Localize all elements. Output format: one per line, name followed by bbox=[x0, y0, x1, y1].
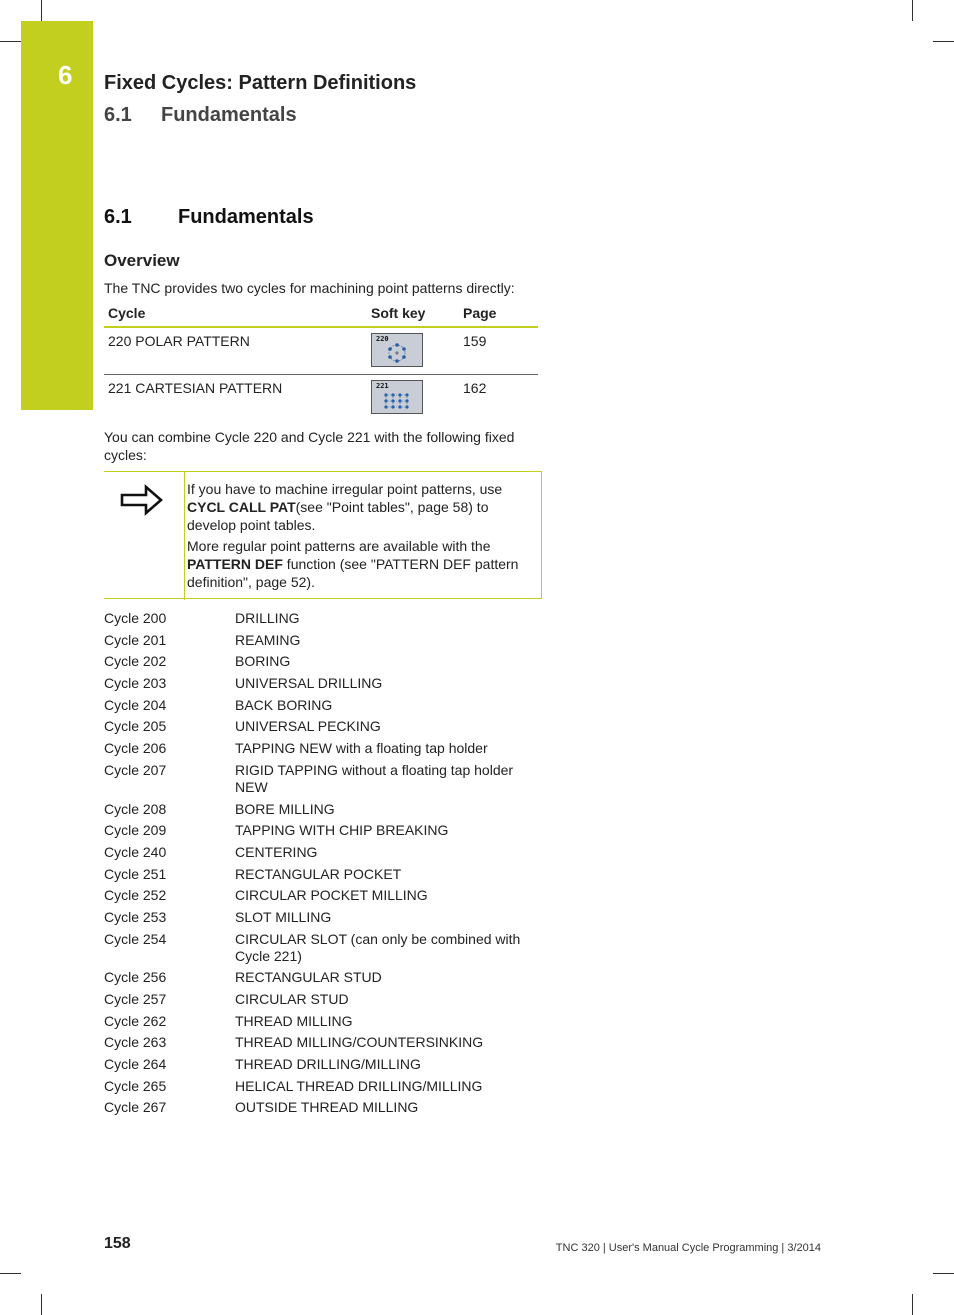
note-box bbox=[104, 471, 542, 599]
footer-text: TNC 320 | User's Manual Cycle Programming | 3/2014 bbox=[555, 1242, 821, 1254]
list-item bbox=[104, 697, 544, 714]
cycle-id: Cycle 262 bbox=[104, 1012, 167, 1029]
list-item bbox=[104, 844, 544, 861]
crop-mark bbox=[0, 41, 21, 42]
cell-page: 159 bbox=[459, 327, 538, 375]
table-header-row bbox=[104, 302, 538, 327]
page-number: 158 bbox=[104, 1235, 131, 1252]
overview-intro: The TNC provides two cycles for machining point patterns directly: bbox=[104, 280, 515, 296]
list-item bbox=[104, 740, 544, 757]
cycle-id: Cycle 267 bbox=[104, 1099, 167, 1116]
note-code: PATTERN DEF bbox=[187, 556, 283, 572]
cycle-name: DRILLING bbox=[235, 610, 300, 626]
cycle-name: THREAD DRILLING/MILLING bbox=[235, 1056, 421, 1073]
header-page: Page bbox=[459, 302, 538, 327]
chapter-subtitle bbox=[104, 104, 297, 127]
list-item bbox=[104, 909, 544, 926]
cycle-id: Cycle 254 bbox=[104, 930, 167, 947]
cycle-name: OUTSIDE THREAD MILLING bbox=[235, 1099, 419, 1116]
cycle-id: Cycle 209 bbox=[104, 822, 167, 839]
cycle-id: Cycle 202 bbox=[104, 653, 167, 670]
cycle-id: Cycle 263 bbox=[104, 1034, 167, 1051]
note-paragraph-1 bbox=[187, 480, 527, 534]
polar-pattern-softkey[interactable] bbox=[371, 333, 423, 367]
chapter-number: 6 bbox=[58, 60, 73, 90]
cycle-name: THREAD MILLING bbox=[235, 1012, 353, 1029]
list-item bbox=[104, 1099, 544, 1116]
softkey-table bbox=[104, 302, 538, 422]
crop-mark bbox=[912, 0, 913, 21]
cycle-id: Cycle 253 bbox=[104, 908, 167, 925]
cycle-id: Cycle 264 bbox=[104, 1056, 167, 1073]
cartesian-pattern-softkey[interactable] bbox=[371, 380, 423, 414]
softkey-label: 221 bbox=[376, 382, 389, 390]
list-item bbox=[104, 1078, 544, 1095]
cycle-name: CENTERING bbox=[235, 843, 318, 860]
cell-page: 162 bbox=[463, 380, 487, 396]
crop-mark bbox=[933, 41, 954, 42]
cycle-name: RECTANGULAR POCKET bbox=[235, 865, 402, 882]
note-paragraph-2 bbox=[187, 537, 527, 591]
cycle-id: Cycle 251 bbox=[104, 865, 167, 882]
cycle-id: Cycle 256 bbox=[104, 969, 167, 986]
crop-mark bbox=[912, 1294, 913, 1315]
crop-mark bbox=[933, 1273, 954, 1274]
note-text: (see "Point tables", page 58) to develop point tables. bbox=[187, 499, 489, 533]
cycle-id: Cycle 201 bbox=[104, 631, 167, 648]
cycle-id: Cycle 203 bbox=[104, 675, 167, 692]
list-item bbox=[104, 1013, 544, 1030]
list-item bbox=[104, 931, 544, 965]
cycle-name: CIRCULAR SLOT (can only be combined with Cycle 221) bbox=[235, 930, 521, 964]
cycle-name: HELICAL THREAD DRILLING/MILLING bbox=[235, 1077, 483, 1094]
cycle-name: UNIVERSAL DRILLING bbox=[235, 675, 383, 692]
cycle-name: THREAD MILLING/COUNTERSINKING bbox=[235, 1034, 484, 1051]
list-item bbox=[104, 632, 544, 649]
cycle-id: Cycle 208 bbox=[104, 800, 167, 817]
list-item bbox=[104, 762, 544, 796]
note-text: More regular point patterns are available with the bbox=[187, 538, 491, 554]
cycle-name: REAMING bbox=[235, 631, 301, 648]
cycle-name: TAPPING NEW with a floating tap holder bbox=[235, 740, 488, 757]
softkey-label: 220 bbox=[376, 335, 389, 343]
section-title bbox=[104, 206, 314, 229]
cycle-id: Cycle 206 bbox=[104, 740, 167, 757]
section-number: 6.1 bbox=[104, 206, 132, 228]
cycle-id: Cycle 205 bbox=[104, 718, 167, 735]
list-item bbox=[104, 866, 544, 883]
combine-text: You can combine Cycle 220 and Cycle 221 with the following fixed cycles: bbox=[104, 429, 515, 463]
note-divider bbox=[184, 472, 185, 600]
list-item bbox=[104, 991, 544, 1008]
cycle-name: CIRCULAR STUD bbox=[235, 991, 349, 1007]
crop-mark bbox=[41, 1294, 42, 1315]
crop-mark bbox=[0, 1273, 21, 1274]
list-item bbox=[104, 1056, 544, 1073]
list-item bbox=[104, 1034, 544, 1051]
note-text: function (see "PATTERN DEF pattern definition", page 52). bbox=[187, 556, 519, 590]
cycle-id: Cycle 257 bbox=[104, 991, 167, 1007]
cell-cycle: 220 POLAR PATTERN bbox=[104, 327, 367, 375]
table-row bbox=[104, 327, 538, 375]
chapter-title: Fixed Cycles: Pattern Definitions bbox=[104, 72, 417, 94]
section-name: Fundamentals bbox=[178, 206, 314, 228]
list-item bbox=[104, 653, 544, 670]
cycle-name: BORING bbox=[235, 653, 291, 670]
cycle-name: RIGID TAPPING without a floating tap holder NEW bbox=[235, 761, 514, 795]
list-item bbox=[104, 822, 544, 839]
cycle-name: SLOT MILLING bbox=[235, 908, 332, 925]
cycle-name: BACK BORING bbox=[235, 696, 333, 713]
cycle-id: Cycle 207 bbox=[104, 761, 167, 778]
header-softkey: Soft key bbox=[367, 302, 459, 327]
list-item bbox=[104, 887, 544, 904]
cycle-name: UNIVERSAL PECKING bbox=[235, 718, 381, 735]
cycle-id: Cycle 204 bbox=[104, 696, 167, 713]
note-code: CYCL CALL PAT bbox=[187, 499, 296, 515]
cycle-name: RECTANGULAR STUD bbox=[235, 969, 382, 986]
cycle-id: Cycle 252 bbox=[104, 887, 167, 904]
polar-pattern-icon bbox=[372, 334, 422, 366]
cartesian-pattern-icon bbox=[372, 381, 422, 413]
list-item bbox=[104, 610, 544, 627]
cycle-name: BORE MILLING bbox=[235, 800, 335, 817]
header-cycle: Cycle bbox=[104, 302, 367, 327]
table-row bbox=[104, 375, 538, 423]
cycle-id: Cycle 240 bbox=[104, 843, 167, 860]
arrow-right-icon bbox=[120, 484, 164, 516]
cell-cycle: 221 CARTESIAN PATTERN bbox=[108, 380, 283, 396]
cycle-name: TAPPING WITH CHIP BREAKING bbox=[235, 822, 449, 839]
list-item bbox=[104, 969, 544, 986]
cycle-id: Cycle 200 bbox=[104, 610, 167, 626]
list-item bbox=[104, 801, 544, 818]
list-item bbox=[104, 718, 544, 735]
overview-heading: Overview bbox=[104, 251, 180, 270]
crop-mark bbox=[41, 0, 42, 21]
cycle-list bbox=[104, 610, 544, 1121]
cycle-id: Cycle 265 bbox=[104, 1077, 167, 1094]
list-item bbox=[104, 675, 544, 692]
cycle-name: CIRCULAR POCKET MILLING bbox=[235, 887, 428, 904]
note-text: If you have to machine irregular point patterns, use bbox=[187, 481, 503, 497]
chapter-sub-number: 6.1 bbox=[104, 104, 132, 126]
chapter-sub-title: Fundamentals bbox=[161, 104, 297, 126]
